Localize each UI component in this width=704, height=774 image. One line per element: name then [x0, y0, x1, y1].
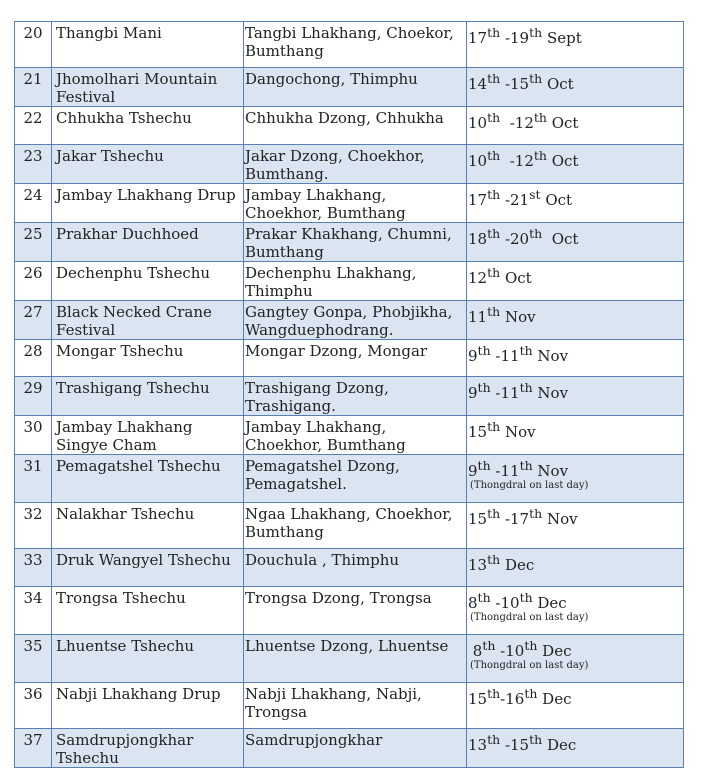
- row-number: 24: [23, 186, 43, 204]
- date-note: (Thongdral on last day): [470, 660, 589, 671]
- venue-text: Nabji Lhakhang, Nabji, Trongsa: [245, 685, 422, 721]
- venue-text: Dechenphu Lhakhang, Thimphu: [245, 264, 417, 300]
- venue-text: Prakar Khakhang, Chumni, Bumthang: [245, 225, 452, 261]
- row-number-cell: [15, 68, 52, 107]
- row-number-cell: [15, 223, 52, 262]
- date-text: 13th -15th Dec: [468, 732, 577, 754]
- row-number: 37: [23, 731, 43, 749]
- venue-text: Douchula , Thimphu: [245, 551, 400, 569]
- festival-name-cell: [52, 301, 244, 340]
- venue-text: Trashigang Dzong, Trashigang.: [245, 379, 389, 415]
- date-cell: [467, 683, 684, 729]
- festival-name: Pemagatshel Tshechu: [56, 457, 221, 475]
- row-number-cell: [15, 340, 52, 377]
- row-number-cell: [15, 587, 52, 635]
- date-cell: [467, 340, 684, 377]
- venue-text: Jambay Lhakhang, Choekhor, Bumthang: [245, 418, 406, 454]
- festival-name-cell: [52, 455, 244, 503]
- row-number: 21: [23, 70, 43, 88]
- date-text: 9th -11th Nov: [468, 458, 569, 480]
- row-number: 20: [23, 24, 43, 42]
- festival-name: Prakhar Duchhoed: [56, 225, 199, 243]
- venue-text: Dangochong, Thimphu: [245, 70, 418, 88]
- row-number-cell: [15, 22, 52, 68]
- festival-name: Dechenphu Tshechu: [56, 264, 211, 282]
- table-row: [15, 587, 684, 635]
- row-number-cell: [15, 549, 52, 587]
- festival-name: Jambay Lhakhang Drup: [56, 186, 236, 204]
- date-text: 11th Nov: [468, 304, 536, 326]
- festival-name-cell: [52, 22, 244, 68]
- row-number-cell: [15, 145, 52, 184]
- festival-name: Jhomolhari Mountain Festival: [56, 70, 218, 106]
- festival-name-cell: [52, 683, 244, 729]
- venue-cell: [244, 107, 467, 145]
- date-cell: [467, 587, 684, 635]
- row-number: 23: [23, 147, 43, 165]
- table-row: [15, 549, 684, 587]
- venue-cell: [244, 377, 467, 416]
- date-text: 8th -10th Dec: [468, 590, 567, 612]
- date-text: 8th -10th Dec: [468, 638, 572, 660]
- festival-name: Jambay Lhakhang Singye Cham: [56, 418, 193, 454]
- date-cell: [467, 377, 684, 416]
- venue-text: Tangbi Lhakhang, Choekor, Bumthang: [245, 24, 454, 60]
- row-number-cell: [15, 107, 52, 145]
- row-number-cell: [15, 416, 52, 455]
- table-row: [15, 107, 684, 145]
- venue-text: Ngaa Lhakhang, Choekhor, Bumthang: [245, 505, 453, 541]
- table-row: [15, 683, 684, 729]
- venue-text: Mongar Dzong, Mongar: [245, 342, 428, 360]
- table-row: [15, 416, 684, 455]
- row-number-cell: [15, 455, 52, 503]
- date-cell: [467, 145, 684, 184]
- date-text: 10th -12th Oct: [468, 110, 579, 132]
- table-row: [15, 377, 684, 416]
- table-row: [15, 223, 684, 262]
- venue-text: Trongsa Dzong, Trongsa: [245, 589, 432, 607]
- date-text: 9th -11th Nov: [468, 380, 569, 402]
- date-text: 9th -11th Nov: [468, 343, 569, 365]
- venue-cell: [244, 340, 467, 377]
- date-text: 15th-16th Dec: [468, 686, 572, 708]
- festival-name-cell: [52, 377, 244, 416]
- date-cell: [467, 635, 684, 683]
- festival-name-cell: [52, 223, 244, 262]
- date-cell: [467, 184, 684, 223]
- row-number-cell: [15, 683, 52, 729]
- table-row: [15, 340, 684, 377]
- festival-name-cell: [52, 587, 244, 635]
- festival-name-cell: [52, 262, 244, 301]
- date-text: 17th -21st Oct: [468, 187, 573, 209]
- festival-name: Black Necked Crane Festival: [56, 303, 212, 339]
- table-row: [15, 68, 684, 107]
- festival-name-cell: [52, 68, 244, 107]
- row-number: 27: [23, 303, 43, 321]
- date-text: 17th -19th Sept: [468, 25, 582, 47]
- date-text: 18th -20th Oct: [468, 226, 579, 248]
- date-cell: [467, 107, 684, 145]
- festival-name-cell: [52, 107, 244, 145]
- row-number: 35: [23, 637, 43, 655]
- date-text: 15th Nov: [468, 419, 536, 441]
- table-row: [15, 22, 684, 68]
- date-cell: [467, 455, 684, 503]
- festival-name: Jakar Tshechu: [56, 147, 164, 165]
- row-number: 30: [23, 418, 43, 436]
- table-row: [15, 635, 684, 683]
- venue-text: Chhukha Dzong, Chhukha: [245, 109, 444, 127]
- row-number-cell: [15, 262, 52, 301]
- venue-cell: [244, 184, 467, 223]
- date-note: (Thongdral on last day): [470, 480, 589, 491]
- venue-cell: [244, 68, 467, 107]
- row-number-cell: [15, 184, 52, 223]
- table-row: [15, 729, 684, 768]
- venue-text: Pemagatshel Dzong, Pemagatshel.: [245, 457, 400, 493]
- table-row: [15, 301, 684, 340]
- festival-name: Thangbi Mani: [56, 24, 162, 42]
- venue-cell: [244, 455, 467, 503]
- date-cell: [467, 549, 684, 587]
- festival-name: Chhukha Tshechu: [56, 109, 192, 127]
- festival-name-cell: [52, 340, 244, 377]
- festival-name: Trashigang Tshechu: [56, 379, 210, 397]
- venue-text: Jakar Dzong, Choekhor, Bumthang.: [245, 147, 425, 183]
- venue-cell: [244, 416, 467, 455]
- festival-name: Trongsa Tshechu: [56, 589, 186, 607]
- festival-name: Nalakhar Tshechu: [56, 505, 195, 523]
- venue-cell: [244, 549, 467, 587]
- table-row: [15, 503, 684, 549]
- venue-text: Samdrupjongkhar: [245, 731, 383, 749]
- row-number-cell: [15, 635, 52, 683]
- festival-name-cell: [52, 635, 244, 683]
- date-text: 15th -17th Nov: [468, 506, 578, 528]
- festival-name: Mongar Tshechu: [56, 342, 184, 360]
- venue-cell: [244, 635, 467, 683]
- date-cell: [467, 416, 684, 455]
- date-cell: [467, 223, 684, 262]
- table-row: [15, 184, 684, 223]
- table-row: [15, 262, 684, 301]
- festival-table-body: [15, 22, 684, 768]
- festival-name-cell: [52, 729, 244, 768]
- festival-name: Lhuentse Tshechu: [56, 637, 195, 655]
- venue-cell: [244, 262, 467, 301]
- venue-text: Jambay Lhakhang, Choekhor, Bumthang: [245, 186, 406, 222]
- date-cell: [467, 22, 684, 68]
- date-cell: [467, 503, 684, 549]
- venue-cell: [244, 301, 467, 340]
- festival-name-cell: [52, 549, 244, 587]
- row-number: 31: [23, 457, 43, 475]
- date-cell: [467, 301, 684, 340]
- date-text: 10th -12th Oct: [468, 148, 579, 170]
- date-cell: [467, 68, 684, 107]
- row-number: 32: [23, 505, 43, 523]
- row-number-cell: [15, 503, 52, 549]
- date-text: 14th -15th Oct: [468, 71, 574, 93]
- venue-cell: [244, 587, 467, 635]
- row-number: 26: [23, 264, 43, 282]
- festival-name-cell: [52, 503, 244, 549]
- row-number: 34: [23, 589, 43, 607]
- venue-cell: [244, 729, 467, 768]
- festival-name-cell: [52, 145, 244, 184]
- venue-cell: [244, 22, 467, 68]
- row-number: 28: [23, 342, 43, 360]
- festival-name: Samdrupjongkhar Tshechu: [56, 731, 194, 767]
- festival-name-cell: [52, 184, 244, 223]
- venue-text: Gangtey Gonpa, Phobjikha, Wangduephodrang.: [245, 303, 453, 339]
- venue-cell: [244, 145, 467, 184]
- venue-cell: [244, 683, 467, 729]
- venue-cell: [244, 223, 467, 262]
- table-row: [15, 145, 684, 184]
- row-number-cell: [15, 301, 52, 340]
- festival-name: Nabji Lhakhang Drup: [56, 685, 221, 703]
- table-row: [15, 455, 684, 503]
- venue-cell: [244, 503, 467, 549]
- festival-table: [14, 21, 684, 768]
- date-cell: [467, 729, 684, 768]
- row-number: 25: [23, 225, 43, 243]
- date-note: (Thongdral on last day): [470, 612, 589, 623]
- row-number: 22: [23, 109, 43, 127]
- row-number: 36: [23, 685, 43, 703]
- venue-text: Lhuentse Dzong, Lhuentse: [245, 637, 449, 655]
- festival-name: Druk Wangyel Tshechu: [56, 551, 231, 569]
- festival-name-cell: [52, 416, 244, 455]
- date-cell: [467, 262, 684, 301]
- row-number-cell: [15, 729, 52, 768]
- row-number-cell: [15, 377, 52, 416]
- date-text: 12th Oct: [468, 265, 532, 287]
- date-text: 13th Dec: [468, 552, 535, 574]
- row-number: 29: [23, 379, 43, 397]
- row-number: 33: [23, 551, 43, 569]
